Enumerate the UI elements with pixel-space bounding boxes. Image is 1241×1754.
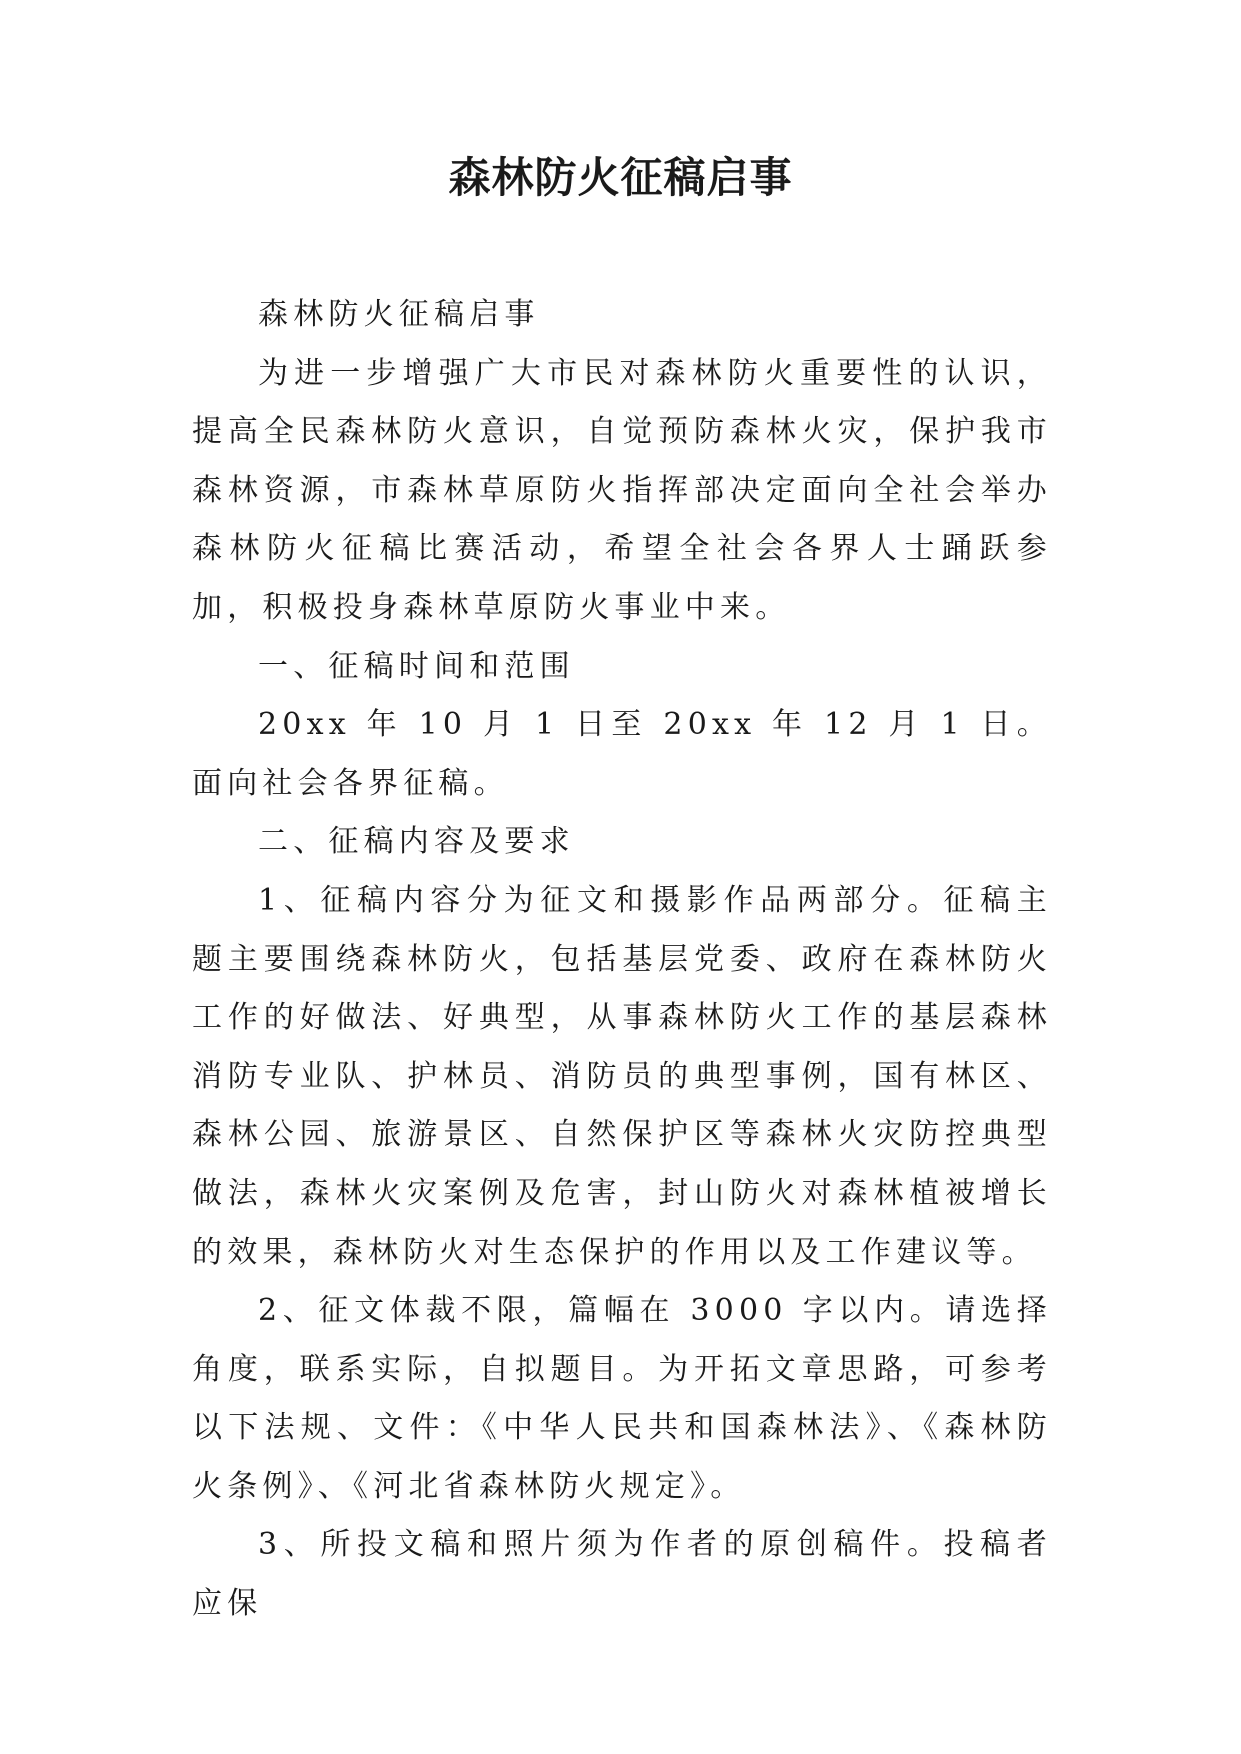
section-heading-content-requirements: 二、征稿内容及要求 (258, 824, 575, 860)
paragraph-time-scope: 20xx 年 10 月 1 日至 20xx 年 12 月 1 日。面向社会各界征稿。 (192, 707, 1052, 801)
paragraph-heading: 森林防火征稿启事 (258, 297, 540, 332)
document-body (192, 286, 1052, 1634)
document-title: 森林防火征稿启事 (448, 153, 793, 202)
paragraph-intro: 为进一步增强广大市民对森林防火重要性的认识，提高全民森林防火意识，自觉预防森林火灾，保护我市森林资源，市森林草原防火指挥部决定面向全社会举办森林防火征稿比赛活动，希望全社会各界人士踊跃参加，积极投身森林草原防火事业中来。 (192, 355, 1052, 625)
paragraph-requirement-1: 1、征稿内容分为征文和摄影作品两部分。征稿主题主要围绕森林防火，包括基层党委、政府在森林防火工作的好做法、好典型，从事森林防火工作的基层森林消防专业队、护林员、消防员的典型事例，国有林区、森林公园、旅游景区、自然保护区等森林火灾防控典型做法，森林火灾案例及危害，封山防火对森林植被增长的效果，森林防火对生态保护的作用以及工作建议等。 (192, 882, 1052, 1270)
section-heading-time-scope: 一、征稿时间和范围 (258, 648, 575, 684)
paragraph-requirement-2: 2、征文体裁不限，篇幅在 3000 字以内。请选择角度，联系实际，自拟题目。为开拓文章思路，可参考以下法规、文件：《中华人民共和国森林法》、《森林防火条例》、《河北省森林防火规定》。 (192, 1293, 1052, 1504)
paragraph-requirement-3: 3、所投文稿和照片须为作者的原创稿件。投稿者应保 (192, 1527, 1052, 1622)
